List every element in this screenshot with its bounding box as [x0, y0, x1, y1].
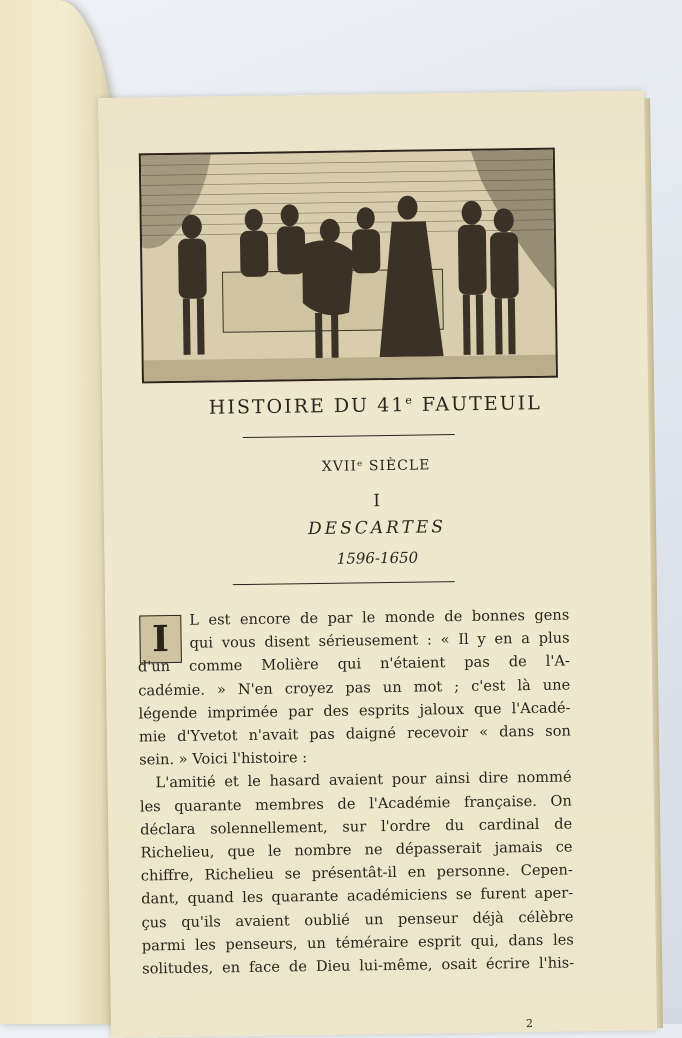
text-line: solitudes, en face de Dieu lui-même, osait écrire l'his- — [142, 954, 575, 978]
text-line: L'amitié et le hasard avaient pour ainsi dire nommé — [155, 768, 572, 792]
engraving-illustration — [139, 148, 558, 384]
page-number: 2 — [525, 1017, 534, 1031]
text-line: L est encore de par le monde de bonnes gens — [189, 606, 570, 629]
text-line: mie d'Yvetot n'avait pas daigné recevoir « dans son — [138, 722, 572, 746]
text-line: cadémie. » N'en croyez pas un mot ; c'est là une — [138, 676, 571, 700]
text-line: chiffre, Richelieu se présentât-il en personne. Cepen- — [140, 861, 573, 885]
text-line: dant, quand les quarante académiciens se furent aper- — [141, 884, 574, 908]
text-line: légende imprimée par des esprits jaloux que l'Acadé- — [138, 699, 571, 723]
body-text — [137, 603, 574, 980]
chapter-title: HISTOIRE DU 41e FAUTEUIL — [208, 392, 542, 419]
subject-dates: 1596-1650 — [336, 548, 419, 568]
text-line: qui vous disent sérieusement : « Il y en a plus — [189, 629, 570, 652]
drop-cap: I — [139, 615, 182, 664]
divider-rule — [243, 434, 455, 438]
text-line: d'un comme Molière qui n'étaient pas de l'A- — [137, 652, 571, 676]
text-line: déclara solennellement, sur l'ordre du cardinal de — [140, 815, 573, 839]
text-line: çus qu'ils avaient oublié un penseur déjà célèbre — [141, 908, 574, 932]
text-line: sein. » Voici l'histoire : — [139, 749, 308, 769]
text-line: les quarante membres de l'Académie française. On — [139, 792, 572, 816]
century-heading: XVIIᵉ SIÈCLE — [321, 457, 431, 475]
text-line: Richelieu, que le nombre ne dépasserait jamais ce — [140, 838, 573, 862]
subject-name: DESCARTES — [307, 517, 447, 540]
chapter-number: I — [373, 491, 381, 512]
book-page — [98, 90, 657, 1038]
text-line: parmi les penseurs, un téméraire esprit qui, dans les — [141, 931, 574, 955]
divider-rule — [233, 581, 455, 585]
